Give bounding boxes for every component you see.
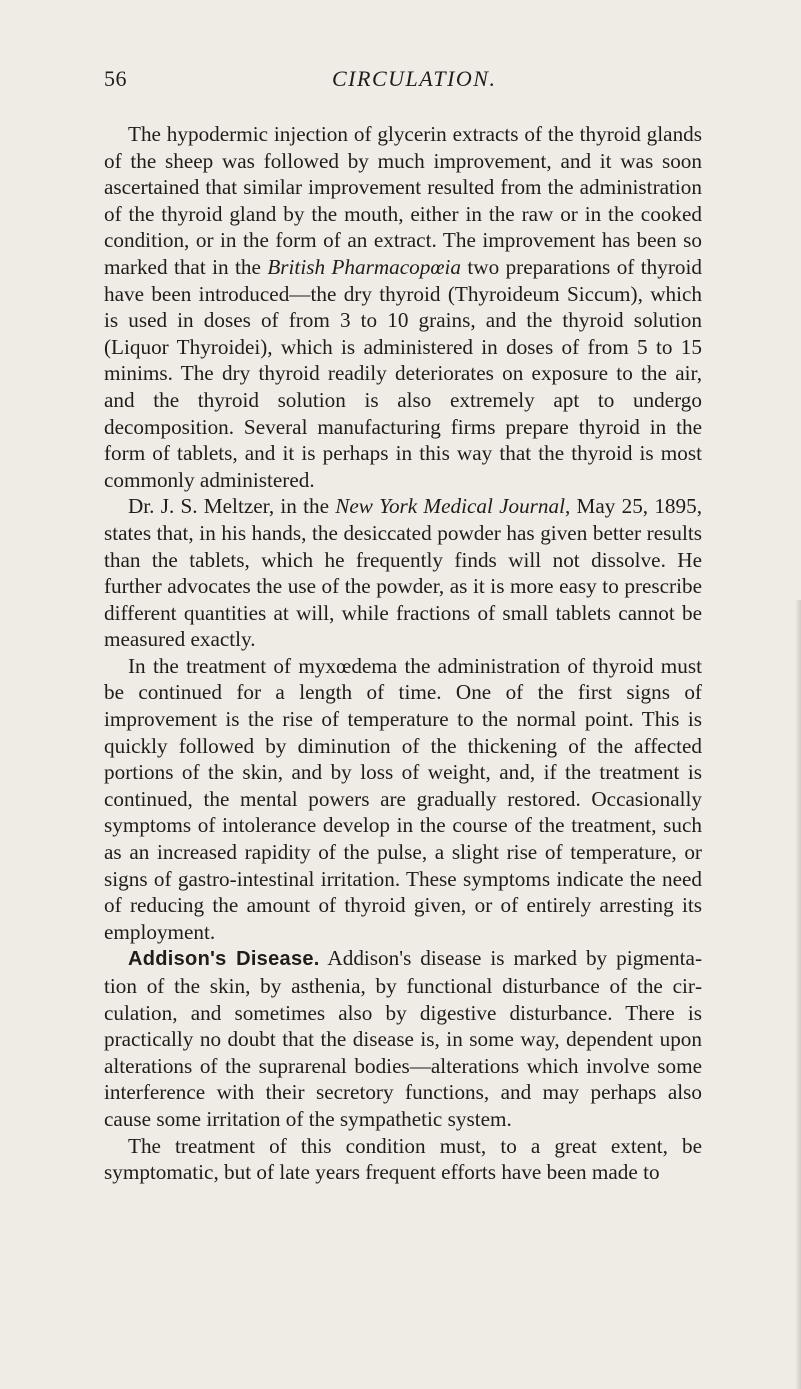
italic-title: British Pharmacopœia [267, 254, 461, 279]
page-number: 56 [104, 66, 127, 91]
paragraph-addisons-disease [104, 945, 702, 1132]
italic-title: New York Medical Journal [335, 494, 565, 519]
page-header [104, 66, 704, 98]
text-span: The treatment of this condition must, to a great extent, be symptomatic, but of late years frequent efforts have been made to [104, 1133, 702, 1185]
paragraph-thyroid-preparations [104, 121, 702, 493]
text-span: , May 25, 1895, states that, in his hands, the desiccated powder has given better results than the tablets, which he frequently finds will not dissolve. He further advocates the use of the powder, as it is more easy to prescribe different quantities at will, while fractions of small tablets cannot be measured exactly. [104, 494, 702, 652]
text-span: In the treatment of myxœdema the administration of thyroid must be continued for a length of time. One of the first signs of improvement is the rise of temperature to the normal point. This is quickly followed by diminution of the thickening of the affected portions of the skin, and by loss of weight, and, if the treatment is continued, the mental powers are gradually restored. Occasionally symptoms of intolerance develop in the course of the treatment, such as an increased rapidity of the pulse, a slight rise of temperature, or signs of gastro-intestinal irritation. These symptoms indicate the need of reducing the amount of thyroid given, or of entirely arresting its employment. [104, 653, 702, 944]
paragraph-treatment [104, 1133, 702, 1186]
page-edge-shadow [795, 600, 801, 1389]
body-text [104, 121, 702, 1186]
text-span: two preparations of thyroid have been introduced—the dry thyroid (Thyroideum Siccum), which is used in doses of from 3 to 10 grains, and the thyroid solution (Liquor Thyroidei), which is administered in doses of from 5 to 15 minims. The dry thyroid readily deteriorates on exposure to the air, and the thyroid solution is also extremely apt to undergo decomposition. Several manufacturing firms prepare thyroid in the form of tablets, and it is perhaps in this way that the thyroid is most commonly administered. [104, 254, 702, 492]
text-span: Dr. J. S. Meltzer, in the [128, 494, 336, 519]
text-span: Addison's disease is marked by pigmentation of the skin, by asthenia, by functional disturbance of the circulation, and sometimes also by digestive disturbance. There is practically no doubt that the disease is, in some way, dependent upon alterations of the suprarenal bodies—alterations which involve some interference with their secretory functions, and may perhaps also cause some irritation of the sympathetic system. [104, 946, 703, 1131]
section-heading: Addison's Disease. [128, 948, 320, 971]
text-span: The hypodermic injection of glycerin extracts of the thyroid glands of the sheep was followed by much improvement, and it was soon ascertained that similar improvement resulted from the administration of the thyroid gland by the mouth, either in the raw or in the cooked condition, or in the form of an extract. The improvement has been so marked that in the [104, 122, 702, 279]
running-head: CIRCULATION. [332, 66, 497, 91]
paragraph-meltzer [104, 493, 702, 653]
paragraph-myxoedema-treatment [104, 653, 702, 946]
